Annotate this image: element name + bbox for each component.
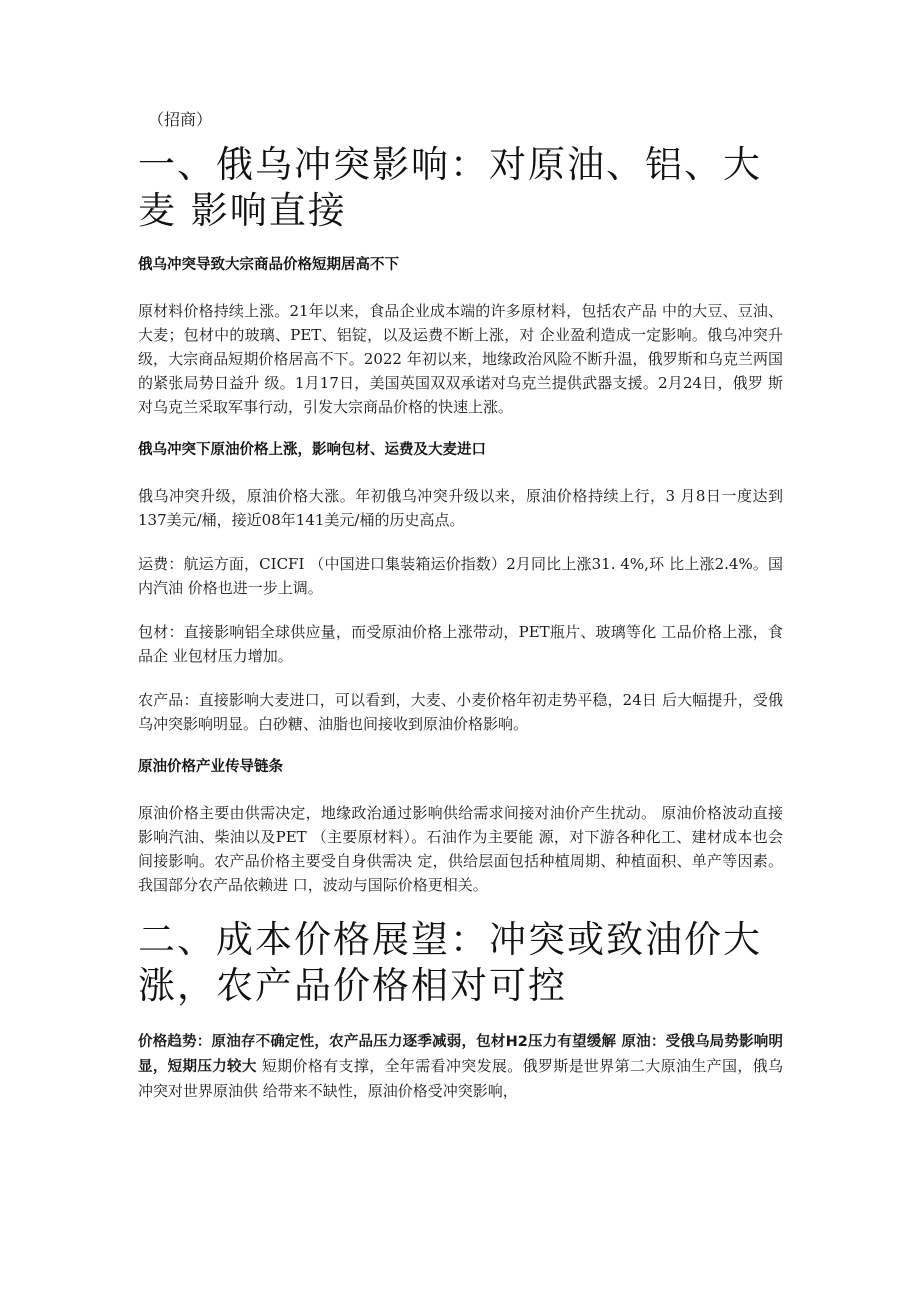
paragraph-agriculture: 农产品：直接影响大麦进口，可以看到，大麦、小麦价格年初走势平稳，24日 后大幅提升，受俄乌冲突影响明显。白砂糖、油脂也间接收到原油价格影响。	[138, 691, 783, 733]
source-note: （招商）	[148, 110, 213, 129]
subheading-commodity-prices: 俄乌冲突导致大宗商品价格短期居高不下	[138, 257, 399, 273]
section-1-title: 一、俄乌冲突影响：对原油、铝、大麦 影响直接	[138, 143, 762, 232]
subheading-oil-price-impact: 俄乌冲突下原油价格上涨，影响包材、运费及大麦进口	[138, 442, 486, 458]
paragraph-price-trend	[138, 1029, 783, 1103]
document-page	[138, 108, 783, 1123]
paragraph-transmission-chain: 原油价格主要由供需决定，地缘政治通过影响供给需求间接对油价产生扰动。 原油价格波动直接影响汽油、柴油以及PET （主要原材料）。石油作为主要能 源，对下游各种化工、建材成本也会间接影响。农产品价格主要受自身供需决 定，供给层面包括种植周期、种植面积、单产等因素。我国部分农产品依赖进 口，波动与国际价格更相关。	[138, 804, 783, 894]
subheading-oil-transmission-chain: 原油价格产业传导链条	[138, 759, 283, 775]
section-2-title: 二、成本价格展望：冲突或致油价大涨，农产品价格相对可控	[138, 918, 762, 1007]
paragraph-packaging: 包材：直接影响铝全球供应量，而受原油价格上涨带动，PET瓶片、玻璃等化 工品价格上涨，食品企 业包材压力增加。	[138, 623, 783, 665]
price-trend-lead: 价格趋势：原油存不确定性，农产品压力逐季减弱，包材H2压力有望缓解 原油：受俄乌局势影响明显，短期压力较大	[138, 1034, 783, 1075]
paragraph-freight: 运费：航运方面，CICFI （中国进口集装箱运价指数）2月同比上涨31. 4%,环 比上涨2.4%。国内汽油 价格也进一步上调。	[138, 555, 783, 597]
price-trend-text: 短期价格有支撑，全年需看冲突发展。俄罗斯是世界第二大原油生产国，俄乌 冲突对世界原油供 给带来不缺性，原油价格受冲突影响，	[138, 1057, 784, 1100]
paragraph-raw-materials: 原材料价格持续上涨。21年以来，食品企业成本端的许多原材料，包括农产品 中的大豆、豆油、大麦；包材中的玻璃、PET、铝锭，以及运费不断上涨，对 企业盈利造成一定影响。俄乌冲突升级，大宗商品短期价格居高不下。2022 年初以来，地缘政治风险不断升温，俄罗斯和乌克兰两国的紧张局势日益升 级。1月17日，美国英国双双承诺对乌克兰提供武器支援。2月24日，俄罗 斯对乌克兰采取军事行动，引发大宗商品价格的快速上涨。	[138, 302, 783, 416]
paragraph-oil-price-rise: 俄乌冲突升级，原油价格大涨。年初俄乌冲突升级以来，原油价格持续上行，3 月8日一度达到137美元/桶，接近08年141美元/桶的历史高点。	[138, 487, 783, 529]
